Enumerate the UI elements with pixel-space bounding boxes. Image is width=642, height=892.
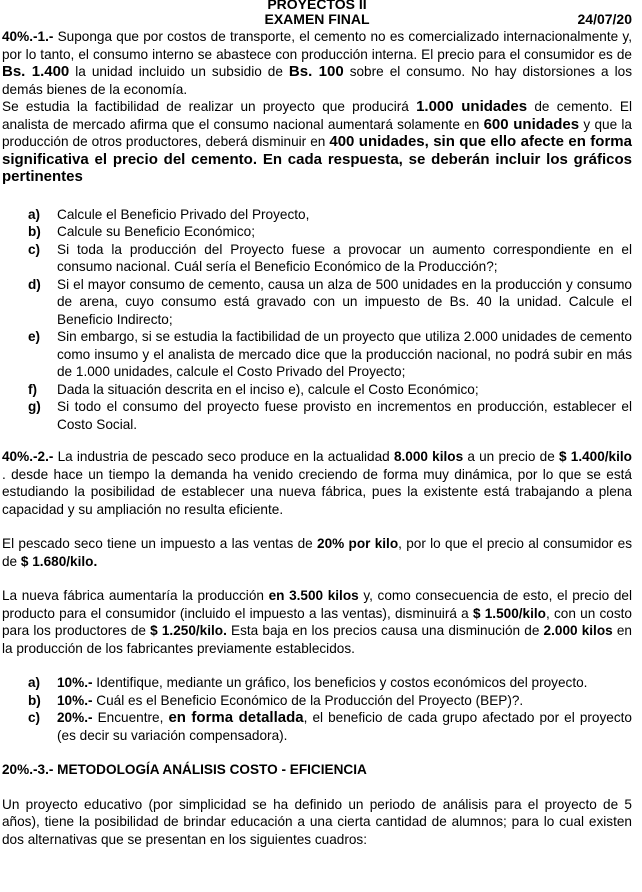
q1-text: de cemento. El analista de mercado afirma que el consumo nacional aumentará solamente en [2, 99, 632, 132]
q2-text: a un precio de [463, 449, 559, 464]
item-label: b) [28, 692, 41, 708]
q2-text: y, como consecuencia de esto, el precio del producto para el consumidor (incluido el impuesto a las ventas), disminuirá a [2, 588, 632, 621]
item-text: Encuentre, [92, 710, 169, 725]
item-label: c) [28, 710, 41, 725]
q2-item [2, 692, 632, 710]
q3-paragraph-1: Un proyecto educativo (por simplicidad se ha definido un periodo de análisis para el proyecto de 5 años), tiene la posibilidad de brindar educación a una cierta cantidad de alumnos; para lo cual existen dos alternativas que se presentan en los siguientes cuadros: [2, 796, 632, 847]
q1-paragraph-1 [2, 28, 632, 98]
item-text: Si el mayor consumo de cemento, causa un alza de 500 unidades en la producción y consumo de arena, cuyo consumo está gravado con un impuesto de Bs. 40 la unidad. Calcule el Beneficio Indirecto; [57, 276, 632, 327]
q2-kilos: 8.000 kilos [393, 449, 464, 464]
item-text: Si toda la producción del Proyecto fuese a provocar un aumento correspondiente en el consumo nacional. Cuál sería el Beneficio Económico de la Producción?; [57, 241, 632, 274]
q1-text-bold: , sin que ello afecte en forma significativa el precio del cemento. [2, 133, 632, 168]
q2-cost: $ 1.250/kilo. [150, 623, 227, 638]
q1-text: Suponga que por costos de transporte, el cemento no es comercializado internacionalmente y, por lo tanto, el consumo interno se abastece con producción interna. El precio para el consumidor es de [2, 29, 632, 62]
q2-item [2, 674, 632, 692]
item-label: a) [28, 206, 41, 222]
q1-units: 1.000 unidades [416, 98, 528, 115]
q1-units-400: 400 unidades [329, 133, 425, 150]
q2-new-price: $ 1.500/kilo [472, 605, 546, 621]
q2-increase: en 3.500 kilos [268, 588, 359, 603]
q2-items [2, 674, 632, 744]
exam-date: 24/07/20 [577, 11, 632, 27]
q1-text: la unidad incluido un subsidio de [69, 64, 289, 79]
q1-item [2, 206, 632, 224]
q1-instruction: En cada respuesta, se deberán incluir los gráficos pertinentes [2, 150, 632, 185]
q2-paragraph-2 [2, 535, 632, 570]
item-label: c) [28, 241, 41, 257]
q2-text: en la producción de los fabricantes previamente establecidos. [2, 623, 632, 656]
item-label: d) [28, 276, 41, 292]
q2-paragraph-1 [2, 448, 632, 518]
q1-units-600: 600 unidades [483, 115, 580, 133]
item-label: g) [28, 399, 41, 414]
q2-text: La nueva fábrica aumentaría la producción [2, 588, 269, 603]
q2-text: La industria de pescado seco produce en la actualidad [53, 449, 394, 464]
q2-consumer-price: $ 1.680/kilo. [20, 553, 98, 569]
item-weight: 10%.- [57, 675, 93, 690]
q1-subsidy: Bs. 100 [288, 63, 344, 80]
q1-item [2, 381, 632, 399]
exam-title: EXAMEN FINAL [264, 11, 370, 27]
q2-item [2, 709, 632, 744]
q2-number: 40%.-2.- [2, 449, 54, 464]
q2-text: , por lo que el precio al consumidor es de [2, 536, 632, 569]
item-text: Sin embargo, si se estudia la factibilidad de un proyecto que utiliza 2.000 unidades de cemento como insumo y el analista de mercado dice que la producción nacional, no podrá subir en más de 1.000 unidades, calcule el Costo Privado del Proyecto; [57, 329, 632, 379]
item-label: f) [28, 381, 38, 397]
q1-item [2, 241, 632, 276]
q1-item [2, 328, 632, 381]
item-text: Calcule su Beneficio Económico; [57, 224, 255, 239]
course-title: PROYECTOS II [267, 0, 367, 12]
exam-page [2, 0, 632, 848]
q2-paragraph-3 [2, 587, 632, 657]
q2-price: $ 1.400/kilo [559, 449, 632, 464]
q1-number: 40%.-1.- [2, 29, 54, 44]
item-text: Identifique, mediante un gráfico, los beneficios y costos económicos del proyecto. [92, 675, 588, 690]
item-label: a) [28, 675, 41, 690]
item-label: b) [28, 224, 41, 239]
exam-header [2, 11, 632, 28]
q1-item [2, 398, 632, 433]
q1-price: Bs. 1.400 [2, 63, 70, 80]
q2-text: . desde hace un tiempo la demanda ha venido creciendo de forma muy dinámica, por lo que se está estudiando la posibilidad de establecer una nueva fábrica, pues la existente está trabajando a plena capacidad y su ampliación no resulta eficiente. [2, 466, 632, 517]
item-weight: 10%.- [57, 692, 93, 708]
q1-items [2, 206, 632, 434]
q1-text: Se estudia la factibilidad de realizar un proyecto que producirá [2, 99, 417, 114]
item-text: , el beneficio de cada grupo afectado por el proyecto (es decir su variación compensadora). [57, 710, 632, 743]
item-text: Dada la situación descrita en el inciso e), calcule el Costo Económico; [57, 381, 479, 397]
item-label: e) [28, 329, 41, 344]
q1-text: y que la producción de otros productores, deberá disminuir en [2, 116, 632, 149]
q1-item [2, 276, 632, 329]
q3-title: 20%.-3.- METODOLOGÍA ANÁLISIS COSTO - EFICIENCIA [2, 762, 367, 777]
q2-decrease: 2.000 kilos [543, 623, 613, 638]
q1-text: sobre el consumo. No hay distorsiones a los demás bienes de la economía. [2, 64, 632, 97]
q2-text: , con un costo para los productores de [2, 605, 632, 638]
item-text: Calcule el Beneficio Privado del Proyecto, [57, 206, 310, 222]
item-emphasis: en forma detallada [168, 709, 304, 726]
q2-text: Esta baja en los precios causa una disminución de [226, 623, 544, 638]
q2-text: El pescado seco tiene un impuesto a las ventas de [2, 536, 318, 551]
item-weight: 20%.- [57, 710, 93, 725]
item-text: Cuál es el Beneficio Económico de la Producción del Proyecto (BEP)?. [92, 692, 524, 708]
q1-item [2, 223, 632, 241]
item-text: Si todo el consumo del proyecto fuese provisto en incrementos en producción, establecer el Costo Social. [57, 399, 632, 432]
q1-paragraph-2 [2, 98, 632, 186]
q2-tax: 20% por kilo [317, 536, 399, 551]
